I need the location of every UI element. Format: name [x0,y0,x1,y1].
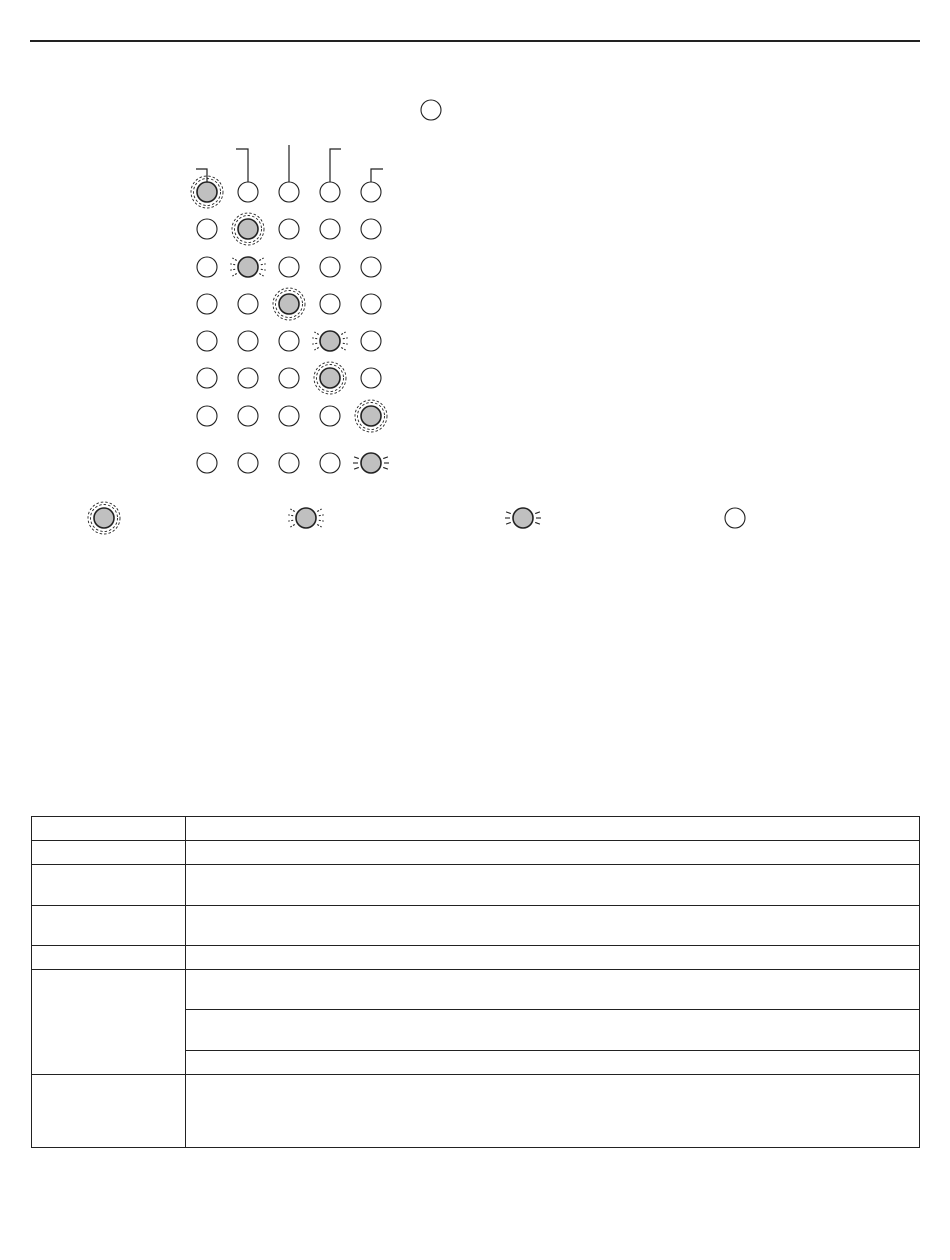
table-row [32,1075,920,1148]
indicator-off [279,219,299,239]
indicator-off [238,294,258,314]
table-cell-text [186,1075,920,1148]
indicator-legend [88,502,745,534]
table-cell-text [186,1010,920,1051]
table-cell-text [186,841,920,865]
indicator-off [197,294,217,314]
indicator-off [725,508,745,528]
table-cell-label [32,970,186,1075]
indicator-off [361,331,381,351]
callout-line [371,169,383,182]
indicator-off [238,406,258,426]
callout-line [196,169,207,182]
table-cell-label [32,1075,186,1148]
indicator-steady-lit [273,288,305,320]
table-cell-text [186,817,920,841]
indicator-off [320,219,340,239]
indicator-off [279,182,299,202]
indicator-off [279,453,299,473]
indicator-steady-lit [88,502,120,534]
table-cell-label [32,817,186,841]
indicator-off [320,294,340,314]
indicator-off [197,406,217,426]
indicator-flashing [312,331,347,351]
indicator-diagram [0,0,950,560]
callout-line [330,149,341,182]
table-row [32,906,920,946]
indicator-off [279,331,299,351]
indicator-off [320,182,340,202]
spec-table [31,816,920,1148]
table-cell-label [32,841,186,865]
indicator-off [361,182,381,202]
indicator-off [197,219,217,239]
table-cell-label [32,906,186,946]
table-row [32,865,920,906]
callout-line [236,149,248,182]
indicator-off [421,100,441,120]
indicator-off [320,453,340,473]
indicator-off [361,294,381,314]
indicator-off [197,257,217,277]
indicator-blinking [353,453,389,473]
table-cell-text [186,946,920,970]
indicator-off [238,331,258,351]
indicator-off [197,331,217,351]
indicator-off [361,368,381,388]
table-cell-label [32,946,186,970]
table-cell-label [32,865,186,906]
indicator-blinking [505,508,541,528]
table-row [32,970,920,1010]
indicator-off [238,182,258,202]
table-cell-text [186,906,920,946]
title-indicator [421,100,441,120]
table-cell-text [186,865,920,906]
indicator-off [238,453,258,473]
indicator-steady-lit [314,362,346,394]
table-cell-text [186,1051,920,1075]
indicator-grid [191,176,389,473]
column-callout-lines [196,145,383,182]
table-row [32,817,920,841]
indicator-steady-lit [355,400,387,432]
indicator-off [279,368,299,388]
indicator-flashing [230,257,265,277]
indicator-steady-lit [232,213,264,245]
indicator-off [361,257,381,277]
indicator-off [320,406,340,426]
indicator-off [279,257,299,277]
indicator-off [197,368,217,388]
indicator-off [238,368,258,388]
table-row [32,841,920,865]
table-row [32,946,920,970]
indicator-off [320,257,340,277]
indicator-off [197,453,217,473]
indicator-flashing [288,508,323,528]
table-cell-text [186,970,920,1010]
indicator-off [279,406,299,426]
indicator-off [361,219,381,239]
